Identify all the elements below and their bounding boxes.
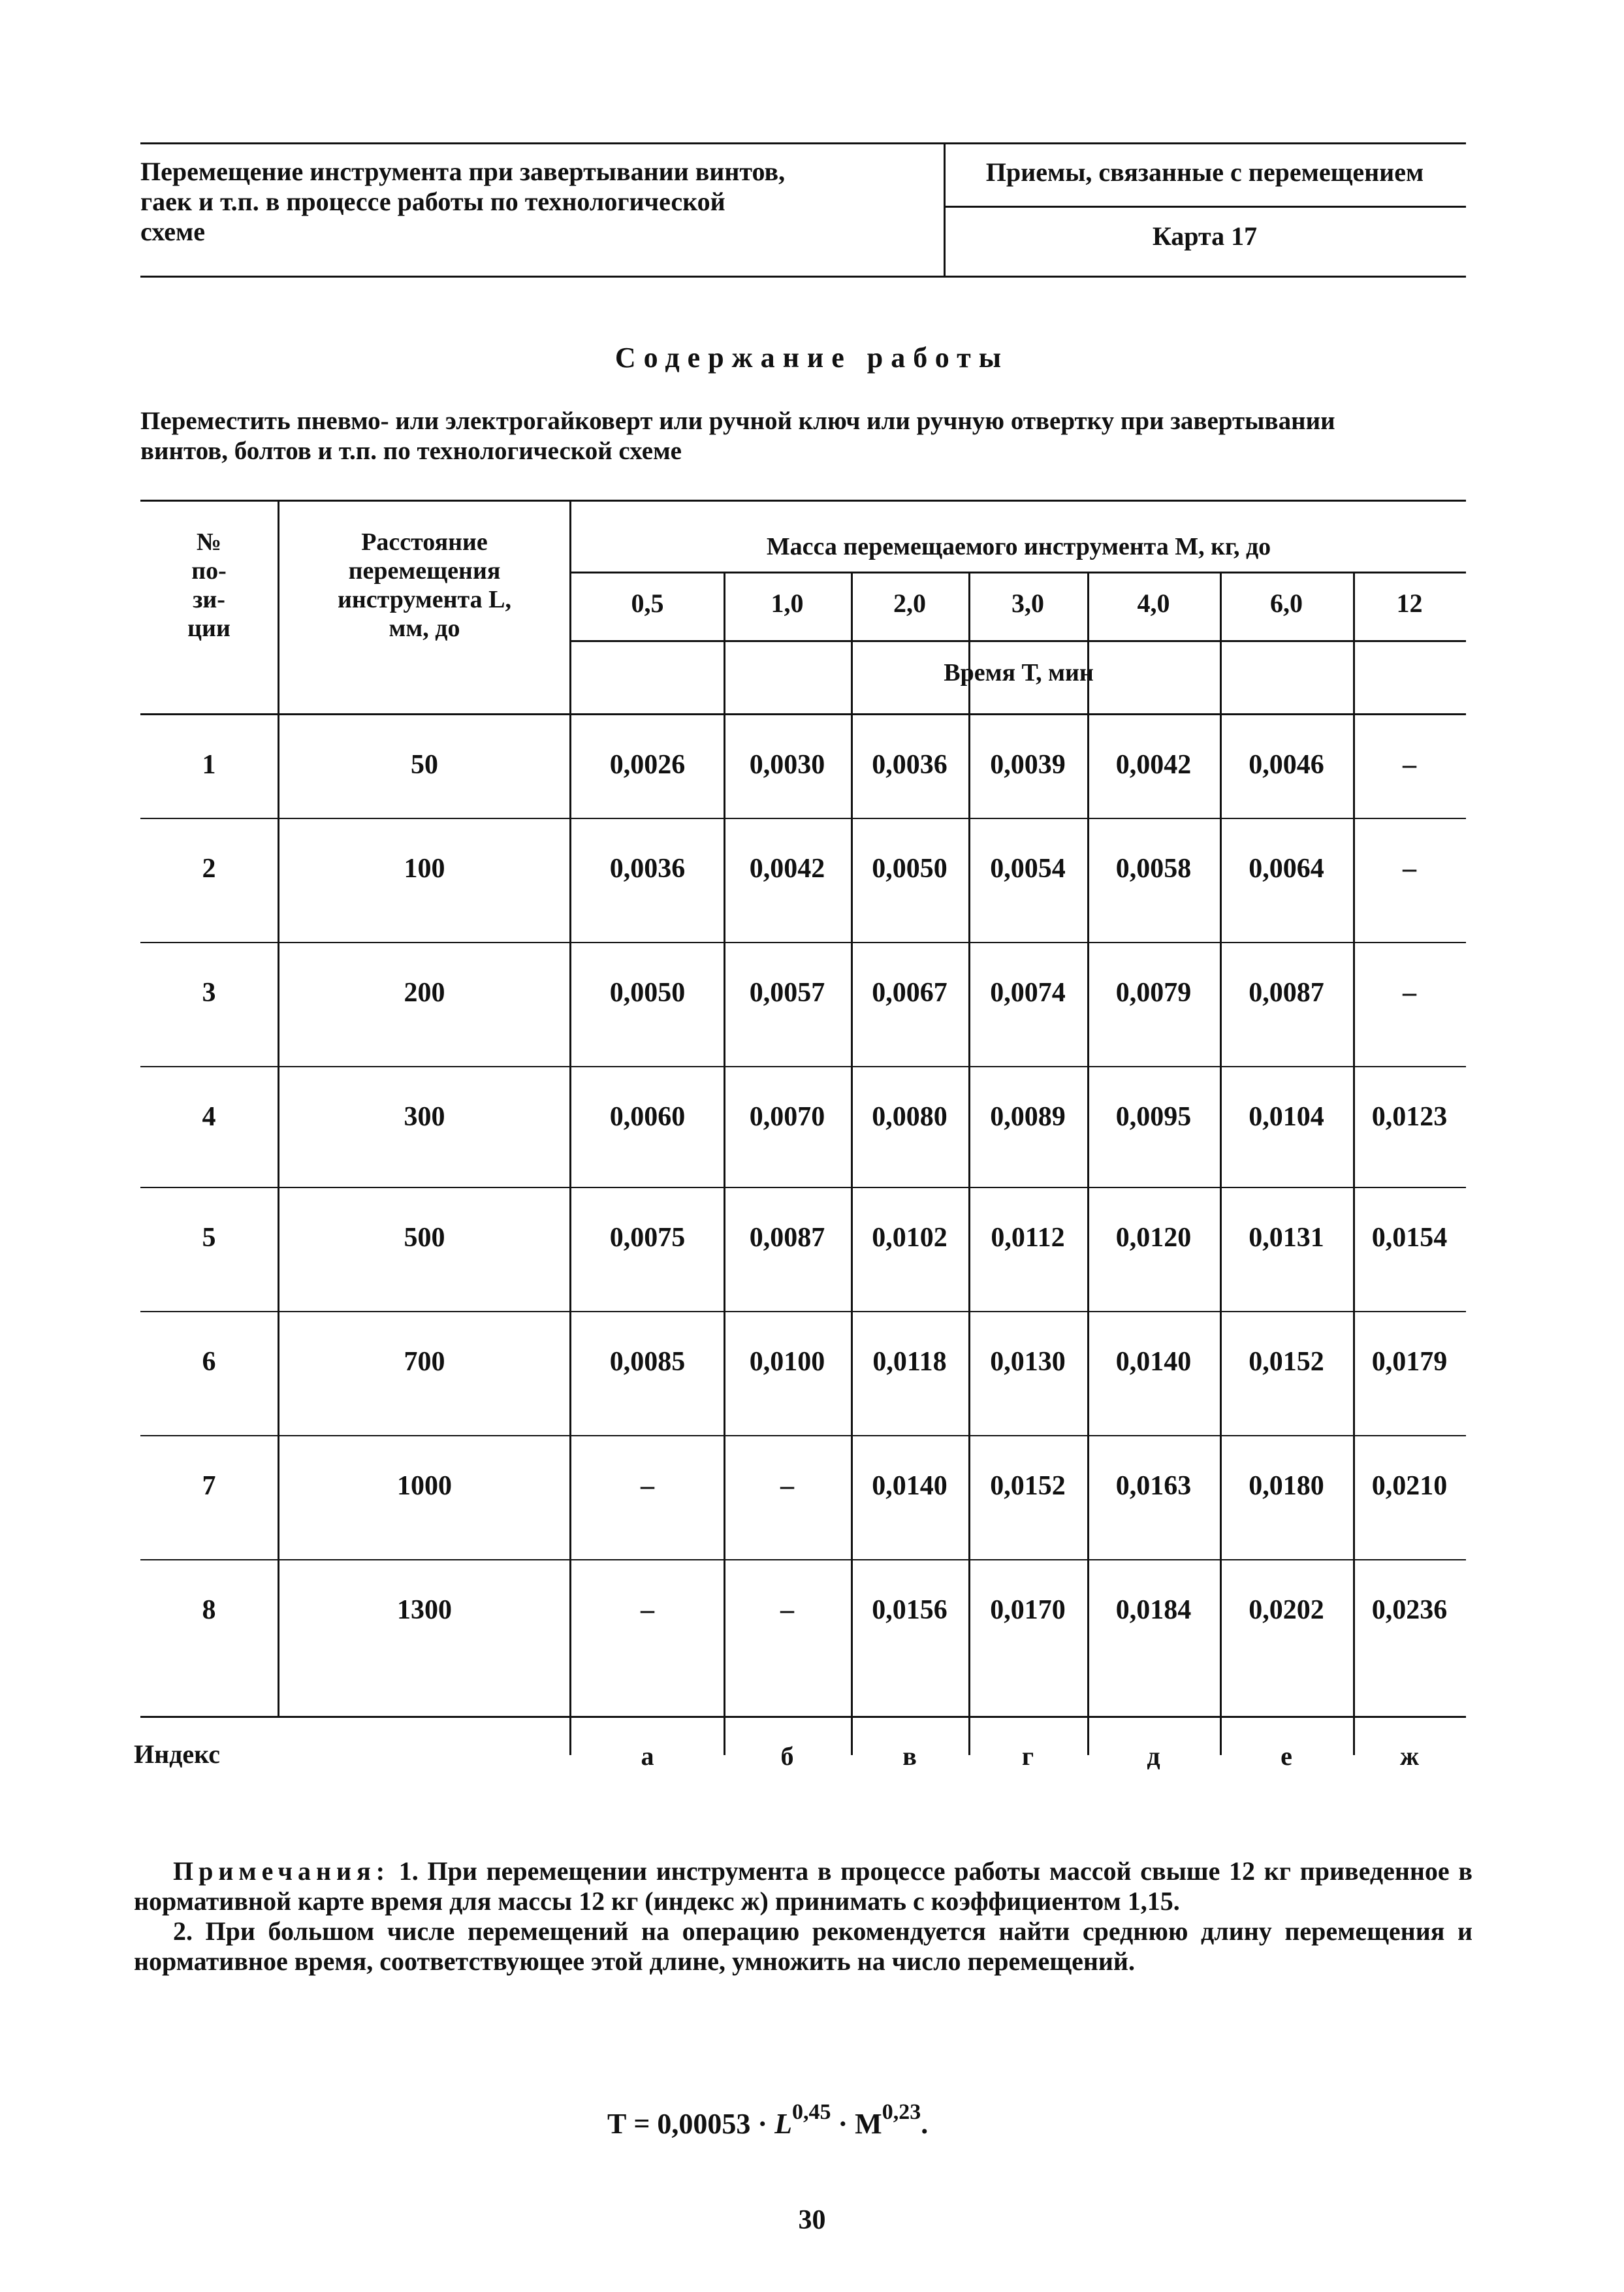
time-value: 0,0075 [609,1223,686,1253]
row-position: 8 [202,1595,216,1625]
mass-header-rule [571,572,1466,573]
formula-end: . [921,2108,929,2140]
header-mid-rule [944,206,1466,208]
time-value: 0,0087 [749,1223,825,1253]
intro-text [140,406,1473,466]
time-value: 0,0131 [1249,1223,1324,1253]
time-value: 0,0036 [872,750,947,780]
mass-header: Масса перемещаемого инструмента М, кг, до [766,533,1271,560]
time-value: 0,0154 [1371,1223,1448,1253]
row-position: 4 [202,1102,216,1132]
time-value: 0,0067 [872,978,947,1008]
time-value: 0,0123 [1371,1102,1448,1132]
row-distance: 500 [404,1223,445,1253]
time-value: 0,0102 [872,1223,947,1253]
time-value: 0,0180 [1249,1471,1324,1501]
index-letter: д [1147,1741,1160,1771]
time-value: 0,0042 [749,854,825,884]
position-header-line: по- [191,557,227,585]
row-distance: 300 [404,1102,445,1132]
row-rule [140,818,1466,819]
time-value: 0,0152 [990,1471,1066,1501]
time-value: 0,0039 [990,750,1066,780]
intro-line: винтов, болтов и т.п. по технологической схеме [140,437,682,465]
time-value: – [1403,750,1416,780]
row-position: 7 [202,1471,216,1501]
row-rule [140,1066,1466,1067]
time-value: 0,0140 [872,1471,947,1501]
row-distance: 1300 [397,1595,452,1625]
notes-label: Примечания: [173,1856,390,1886]
row-rule [140,1559,1466,1560]
time-value: 0,0036 [609,854,686,884]
formula-lhs: Т = 0,00053 · [607,2108,775,2140]
time-value: 0,0085 [609,1347,686,1377]
header-bottom-rule [140,276,1466,278]
header-card-number: Карта 17 [1152,221,1258,251]
mass-value: 0,5 [631,589,664,618]
time-value: 0,0156 [872,1595,947,1625]
time-value: 0,0152 [1249,1347,1324,1377]
time-value: 0,0210 [1371,1471,1448,1501]
time-value: 0,0060 [609,1102,686,1132]
time-value: 0,0120 [1115,1223,1192,1253]
time-value: 0,0236 [1371,1595,1448,1625]
header-category: Приемы, связанные с перемещением [985,157,1424,187]
table-top-rule [140,500,1466,502]
index-label: Индекс [134,1739,220,1769]
time-value: 0,0074 [990,978,1066,1008]
header-top-rule [140,142,1466,144]
note-2: 2. При большом числе перемещений на операцию рекомендуется найти среднюю длину перемещения и нормативное время, соответствующее этой длине, умножить на число перемещений. [134,1916,1473,1976]
time-value: 0,0087 [1249,978,1324,1008]
index-letter: ж [1399,1741,1419,1771]
distance-column-header [279,528,569,643]
time-value: 0,0050 [872,854,947,884]
row-position: 5 [202,1223,216,1253]
header-topic-line: схеме [140,217,205,246]
time-value: – [1403,854,1416,884]
header-topic-line: Перемещение инструмента при завертывании винтов, [140,157,786,186]
mass-value: 12 [1396,589,1423,618]
time-value: – [780,1595,794,1625]
time-value: 0,0070 [749,1102,825,1132]
time-header: Время Т, мин [944,659,1094,686]
notes-block [134,1856,1473,1977]
section-title: Содержание работы [614,342,1010,374]
note-1: 1. При перемещении инструмента в процессе работы массой свыше 12 кг приведенное в нормативной карте время для массы 12 кг (индекс ж) принимать с коэффициентом 1,15. [134,1856,1473,1916]
index-letter: в [902,1741,917,1771]
index-letter: г [1021,1741,1034,1771]
time-value: 0,0130 [990,1347,1066,1377]
distance-header-line: перемещения [348,557,501,585]
time-value: – [641,1595,654,1625]
time-value: 0,0089 [990,1102,1066,1132]
row-distance: 700 [404,1347,445,1377]
row-position: 1 [202,750,216,780]
mass-value: 6,0 [1270,589,1303,618]
row-distance: 100 [404,854,445,884]
row-position: 6 [202,1347,216,1377]
time-value: 0,0058 [1115,854,1192,884]
row-position: 3 [202,978,216,1008]
distance-header-line: инструмента L, [337,586,512,613]
index-letter: б [780,1741,794,1771]
mass-value: 4,0 [1137,589,1170,618]
time-value: 0,0050 [609,978,686,1008]
time-value: 0,0112 [991,1223,1065,1253]
index-letter: е [1281,1741,1292,1771]
time-value: 0,0079 [1115,978,1192,1008]
time-value: – [780,1471,794,1501]
table-bottom-rule [140,1716,1466,1718]
formula-exp-m: 0,23 [882,2100,921,2124]
position-header-line: ции [187,615,231,642]
mass-value: 1,0 [771,589,804,618]
row-rule [140,1187,1466,1188]
formula-mid: · М [831,2108,882,2140]
time-value: 0,0170 [990,1595,1066,1625]
time-value: 0,0030 [749,750,825,780]
distance-header-line: мм, до [389,615,460,642]
position-column-header [140,528,278,643]
time-value: 0,0095 [1115,1102,1192,1132]
time-value: 0,0163 [1115,1471,1192,1501]
row-distance: 200 [404,978,445,1008]
time-value: – [1403,978,1416,1008]
time-value: 0,0042 [1115,750,1192,780]
time-value: 0,0104 [1249,1102,1324,1132]
time-value: 0,0140 [1115,1347,1192,1377]
row-position: 2 [202,854,216,884]
header-topic-line: гаек и т.п. в процессе работы по технологической [140,187,725,216]
formula-exp-l: 0,45 [791,2100,831,2124]
formula-l: L [774,2108,792,2140]
time-value: 0,0064 [1249,854,1324,884]
position-header-line: № [196,528,222,556]
position-header-line: зи- [193,586,225,613]
time-value: 0,0179 [1371,1347,1448,1377]
formula [607,2100,928,2140]
row-rule [140,1435,1466,1436]
row-distance: 1000 [397,1471,452,1501]
row-distance: 50 [411,750,438,780]
table-header-bottom-rule [140,713,1466,715]
intro-line: Переместить пневмо- или электрогайковерт или ручной ключ или ручную отвертку при завертывании [140,407,1335,435]
header-topic [140,157,924,247]
mass-value: 3,0 [1011,589,1044,618]
index-letter: а [641,1741,654,1771]
mass-value: 2,0 [893,589,926,618]
time-value: 0,0054 [990,854,1066,884]
time-value: 0,0080 [872,1102,947,1132]
time-value: – [641,1471,654,1501]
time-value: 0,0118 [872,1347,947,1377]
time-value: 0,0202 [1249,1595,1324,1625]
time-value: 0,0100 [749,1347,825,1377]
mass-values-rule [571,640,1466,642]
time-value: 0,0046 [1249,750,1324,780]
page-number: 30 [798,2205,826,2235]
distance-header-line: Расстояние [361,528,488,556]
time-value: 0,0057 [749,978,825,1008]
time-value: 0,0026 [609,750,686,780]
row-rule [140,1311,1466,1312]
time-value: 0,0184 [1115,1595,1192,1625]
row-rule [140,942,1466,943]
